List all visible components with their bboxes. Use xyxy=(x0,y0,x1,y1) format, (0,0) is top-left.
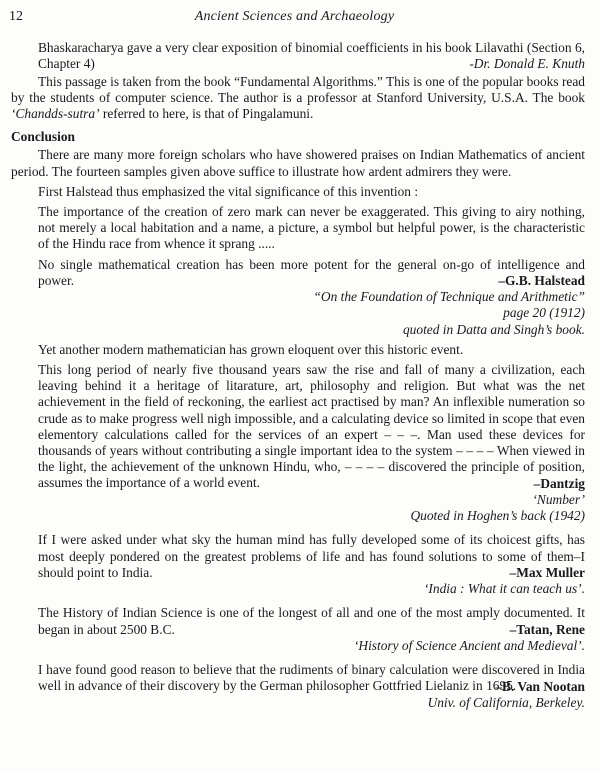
halstead-source-1: “On the Foundation of Technique and Arithmetic” xyxy=(313,289,585,305)
dantzig-intro: Yet another modern mathematician has grown eloquent over this historic event. xyxy=(38,341,464,357)
page-number: 12 xyxy=(9,9,23,24)
book-intro-paragraph xyxy=(11,74,585,123)
nootan-source: Univ. of California, Berkeley. xyxy=(427,694,585,710)
knuth-attribution: -Dr. Donald E. Knuth xyxy=(469,56,585,72)
muller-quote: If I were asked under what sky the human mind has fully developed some of its choicest gifts, has most deeply pondered on the greatest problems of life and has found solutions to some of them–I should point to India. xyxy=(38,532,585,580)
halstead-source-3: quoted in Datta and Singh’s book. xyxy=(402,321,585,337)
knuth-quote-text: Bhaskaracharya gave a very clear exposition of binomial coefficients in his book Lilavathi (Section 6, Chapter 4) xyxy=(38,40,585,72)
halstead-attribution: –G.B. Halstead xyxy=(498,273,585,289)
book-intro-text: This passage is taken from the book “Fundamental Algorithms.” This is one of the popular books read by the students of computer science. The author is a professor at Stanford University, U.S.A. The book xyxy=(11,73,585,105)
book-intro-tail: referred to here, is that of Pingalamuni. xyxy=(99,106,314,122)
dantzig-attribution: –Dantzig xyxy=(533,475,585,491)
tatan-source: ‘History of Science Ancient and Medieval’. xyxy=(353,637,585,653)
book-title: ‘Chandds-sutra’ xyxy=(11,106,100,122)
page-header xyxy=(9,9,580,27)
muller-attribution: –Max Muller xyxy=(509,564,585,580)
page-body xyxy=(11,40,585,711)
halstead-quote-1: The importance of the creation of zero mark can never be exaggerated. This giving to airy nothing, not merely a local habitation and a name, a picture, a symbol but helpful power, is the characteristic of the Hindu race from whence it sprang ..... xyxy=(38,204,585,252)
halstead-intro: First Halstead thus emphasized the vital significance of this invention : xyxy=(38,183,419,199)
halstead-source-2: page 20 (1912) xyxy=(503,305,585,321)
conclusion-paragraph: There are many more foreign scholars who have showered praises on Indian Mathematics of ancient period. The fourteen samples given above suffice to illustrate how ardent admirers they were. xyxy=(11,147,585,179)
dantzig-quote: This long period of nearly five thousand years saw the rise and fall of many a civilization, each leaving behind it a heritage of litarature, art, philosophy and religion. But what was the net achievement in the field of reckoning, the earliest act practised by man? An inflexible numeration so crude as to make progress well nigh impossible, and a calculating device so limited in scope that even elementory calculations called for the services of an expert – – –. Man used these devices for thousands of years without contributing a single important idea to the system – – – – When viewed in the light, the achievement of the unknown Hindu, who, – – – – discovered the principle of position, assumes the importance of a world event. xyxy=(38,362,585,491)
tatan-attribution: –Tatan, Rene xyxy=(509,621,585,637)
dantzig-source-2: Quoted in Hoghen’s back (1942) xyxy=(410,508,585,524)
tatan-quote: The History of Indian Science is one of the longest of all and one of the most amply documented. It began in about 2500 B.C. xyxy=(38,605,585,637)
running-title: Ancient Sciences and Archaeology xyxy=(194,9,395,24)
nootan-quote: I have found good reason to believe that the rudiments of binary calculation were discovered in India well in advance of their discovery by the German philosopher Gottfried Lielaniz in 1695. xyxy=(38,662,585,694)
conclusion-heading: Conclusion xyxy=(11,129,75,145)
dantzig-source-1: ‘Number’ xyxy=(532,491,585,507)
muller-source: ‘India : What it can teach us’. xyxy=(423,581,585,597)
nootan-attribution: –B. Van Nootan xyxy=(495,678,585,694)
halstead-quote-2: No single mathematical creation has been more potent for the general on-go of intelligence and power. xyxy=(38,256,585,288)
